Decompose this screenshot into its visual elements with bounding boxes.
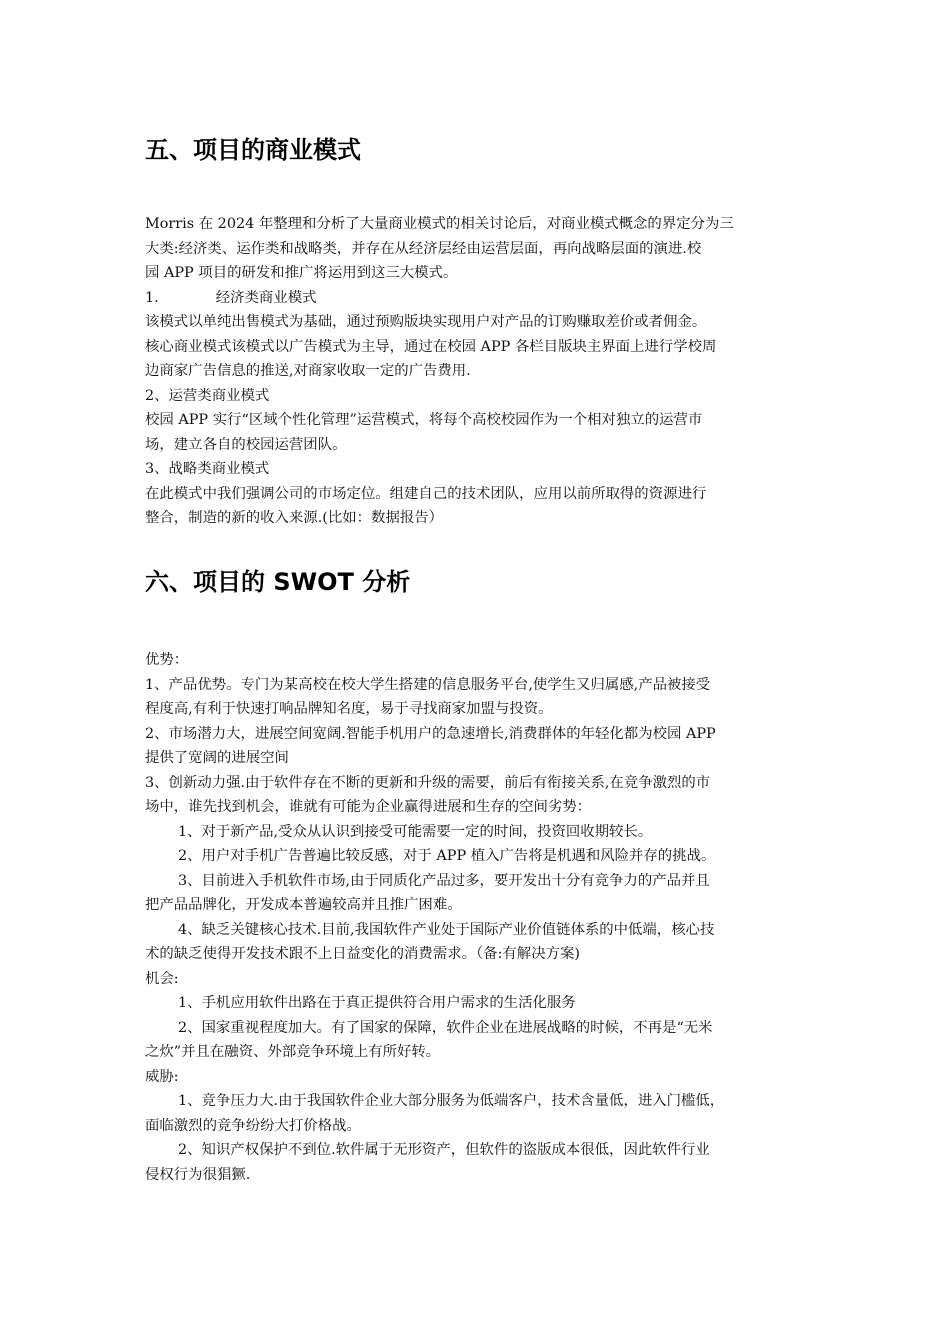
item-3-line: 整合，制造的新的收入来源.(比如：数据报告） <box>145 510 444 526</box>
threat-line: 1、竞争压力大.由于我国软件企业大部分服务为低端客户，技术含量低，进入门槛低， <box>178 1093 725 1109</box>
threat-line: 侵权行为很猖獗. <box>145 1166 251 1183</box>
section-5-heading: 五、项目的商业模式 <box>145 136 361 164</box>
opportunity-line: 之炊”并且在融资、外部竞争环境上有所好转。 <box>145 1044 441 1060</box>
item-2-line: 场，建立各自的校园运营团队。 <box>145 436 347 453</box>
strength-line: 2、市场潜力大，进展空间宽阔.智能手机用户的急速增长,消费群体的年轻化都为校园 APP <box>145 725 716 742</box>
intro-line: 园 APP 项目的研发和推广将运用到这三大模式。 <box>145 265 458 281</box>
item-3-heading: 3、战略类商业模式 <box>145 461 270 477</box>
threat-line: 2、知识产权保护不到位.软件属于无形资产，但软件的盗版成本很低，因此软件行业 <box>178 1142 710 1158</box>
threats-label: 威胁: <box>145 1068 179 1085</box>
item-1-line: 该模式以单纯出售模式为基础，通过预购版块实现用户对产品的订购赚取差价或者佣金。 <box>145 314 707 330</box>
weakness-line: 2、用户对手机广告普遍比较反感，对于 APP 植入广告将是机遇和风险并存的挑战。 <box>178 848 716 864</box>
section-5-body <box>145 212 813 531</box>
opportunity-line: 1、手机应用软件出路在于真正提供符合用户需求的生活化服务 <box>178 995 576 1011</box>
weakness-line: 把产品品牌化，开发成本普遍较高并且推广困难。 <box>145 897 462 913</box>
strength-line: 1、产品优势。专门为某高校在校大学生搭建的信息服务平台,使学生又归属感,产品被接受 <box>145 676 711 693</box>
strengths-label: 优势： <box>145 652 189 668</box>
weakness-line: 术的缺乏使得开发技术跟不上日益变化的消费需求。（备:有解决方案) <box>145 946 580 962</box>
weakness-line: 1、对于新产品,受众从认识到接受可能需要一定的时间，投资回收期较长。 <box>178 823 653 840</box>
strength-line: 提供了宽阔的进展空间 <box>145 750 289 766</box>
item-1-line: 核心商业模式该模式以广告模式为主导，通过在校园 APP 各栏目版块主界面上进行学校周 <box>145 338 717 355</box>
item-3-line: 在此模式中我们强调公司的市场定位。组建自己的技术团队，应用以前所取得的资源进行 <box>145 485 707 502</box>
opportunity-line: 2、国家重视程度加大。有了国家的保障，软件企业在进展战略的时候，不再是“无米 <box>178 1019 713 1036</box>
intro-line: 大类:经济类、运作类和战略类，并存在从经济层经由运营层面，再向战略层面的演进.校 <box>145 240 702 257</box>
section-6-body <box>145 648 813 1187</box>
threat-line: 面临激烈的竞争纷纷大打价格战。 <box>145 1117 361 1134</box>
weakness-line: 4、缺乏关键核心技术.目前,我国软件产业处于国际产业价值链体系的中低端，核心技 <box>178 921 715 938</box>
item-2-heading: 2、运营类商业模式 <box>145 387 270 404</box>
item-1-title: 经济类商业模式 <box>215 289 317 306</box>
strength-line: 3、创新动力强.由于软件存在不断的更新和升级的需要，前后有衔接关系,在竞争激烈的市 <box>145 774 711 791</box>
strength-line: 场中，谁先找到机会，谁就有可能为企业赢得进展和生存的空间劣势： <box>145 799 592 815</box>
item-1-heading <box>145 286 813 311</box>
strength-line: 程度高,有利于快速打响品牌知名度，易于寻找商家加盟与投资。 <box>145 701 553 717</box>
item-1-line: 边商家广告信息的推送,对商家收取一定的广告费用. <box>145 363 471 379</box>
weakness-line: 3、目前进入手机软件市场,由于同质化产品过多，要开发出十分有竞争力的产品并且 <box>178 872 710 889</box>
intro-line: Morris 在 2024 年整理和分析了大量商业模式的相关讨论后，对商业模式概念的界定分为三 <box>145 216 734 232</box>
opportunities-label: 机会: <box>145 970 179 987</box>
item-1-number: 1. <box>145 289 159 306</box>
item-2-line: 校园 APP 实行“区域个性化管理”运营模式，将每个高校校园作为一个相对独立的运营市 <box>145 412 703 428</box>
section-6-heading: 六、项目的 SWOT 分析 <box>145 568 411 596</box>
